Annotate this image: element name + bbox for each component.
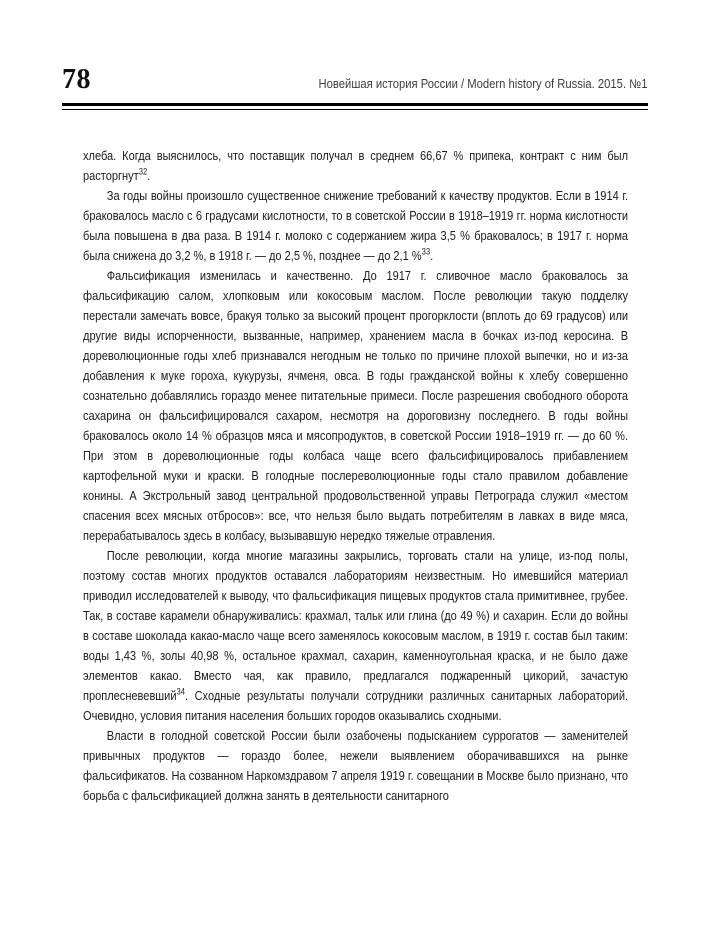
footnote-marker: 33 bbox=[421, 246, 431, 257]
page-number: 78 bbox=[62, 64, 91, 95]
paragraph: Фальсификация изменилась и качественно. До 1917 г. сливочное масло браковалось за фальсификацию салом, хлопковым или кокосовым маслом. После революции такую подделку перестали замечать вовсе, бракуя только за высокий процент прогорклости (вплоть до 69 градусов) или другие виды испорченности, вызванные, например, хранением масла в бочках из-под керосина. В дореволюционные годы хлеб признавался негодным не только по причине плохой выпечки, но и из-за добавления к муке гороха, кукурузы, ячменя, овса. В годы гражданской войны к хлебу совершенно сознательно добавлялись гораздо менее питательные примеси. После разрешения свободного оборота сахарина он фальсифицировался сахаром, несмотря на дороговизну последнего. В годы войны браковалось около 14 % образцов мяса и мясопродуктов, в советской России 1918–1919 гг. — до 60 %. При этом в дореволюционные годы колбаса чаще всего фальсифицировалось прибавлением картофельной муки и краски. В голодные послереволюционные годы стало правилом добавление конины. А Экстрольный завод центральной продовольственной управы Петрограда служил «местом спасения всех мясных отбросов»: все, что нельзя было выдать потребителям в лавках в виде мяса, перерабатывалось здесь в колбасу, вызывавшую нередко тяжелые отравления. bbox=[83, 268, 629, 543]
running-head: Новейшая история России / Modern history of Russia. 2015. №1 bbox=[319, 77, 648, 92]
paragraph: хлеба. Когда выяснилось, что поставщик получал в среднем 66,67 % припека, контракт с ним был расторгнут$^{32}$. bbox=[83, 148, 629, 183]
footnote-marker: 32 bbox=[138, 166, 148, 177]
paragraph: После революции, когда многие магазины закрылись, торговать стали на улице, из-под полы, поэтому состав многих продуктов оставался лабораториям неизвестным. Но имевшийся материал приводил исследователей к выводу, что фальсификация пищевых продуктов стала примитивнее, грубее. Так, в составе карамели обнаруживались: крахмал, тальк или глина (до 49 %) и сахарин. Если до войны в составе шоколада какао-масло чаще всего заменялось кокосовым маслом, в 1919 г. состав был таким: воды 1,43 %, золы 40,98 %, остальное крахмал, сахарин, каменноугольная краска, и не было даже элементов какао. Вместо чая, как правило, предлагался поджаренный цикорий, зачастую проплесневевший$^{34}$. Сходные результаты получали сотрудники различных санитарных лабораторий. Очевидно, условия питания населения больших городов оказывались сходными. bbox=[83, 548, 629, 723]
footnote-marker: 34 bbox=[176, 686, 185, 697]
paragraph: За годы войны произошло существенное снижение требований к качеству продуктов. Если в 1914 г. браковалось масло с 6 градусами кислотности, то в советской России в 1918–1919 гг. норма кислотности была повышена в два раза. В 1914 г. молоко с содержанием жира 3,5 % браковалось; в 1917 г. норма была снижена до 3,2 %, в 1918 г. — до 2,5 %, позднее — до 2,1 %$^{33}$. bbox=[83, 188, 629, 263]
header-rule-thin bbox=[62, 109, 648, 110]
article-body bbox=[83, 146, 628, 806]
page-header bbox=[62, 58, 648, 94]
header-rule-thick bbox=[62, 103, 648, 106]
paragraph: Власти в голодной советской России были озабочены подысканием суррогатов — заменителей привычных продуктов — гораздо более, нежели выявлением оборачивавшихся на рынке фальсификатов. На созванном Наркомздравом 7 апреля 1919 г. совещании в Москве было признано, что борьба с фальсификацией должна занять в деятельности санитарного bbox=[83, 728, 629, 803]
